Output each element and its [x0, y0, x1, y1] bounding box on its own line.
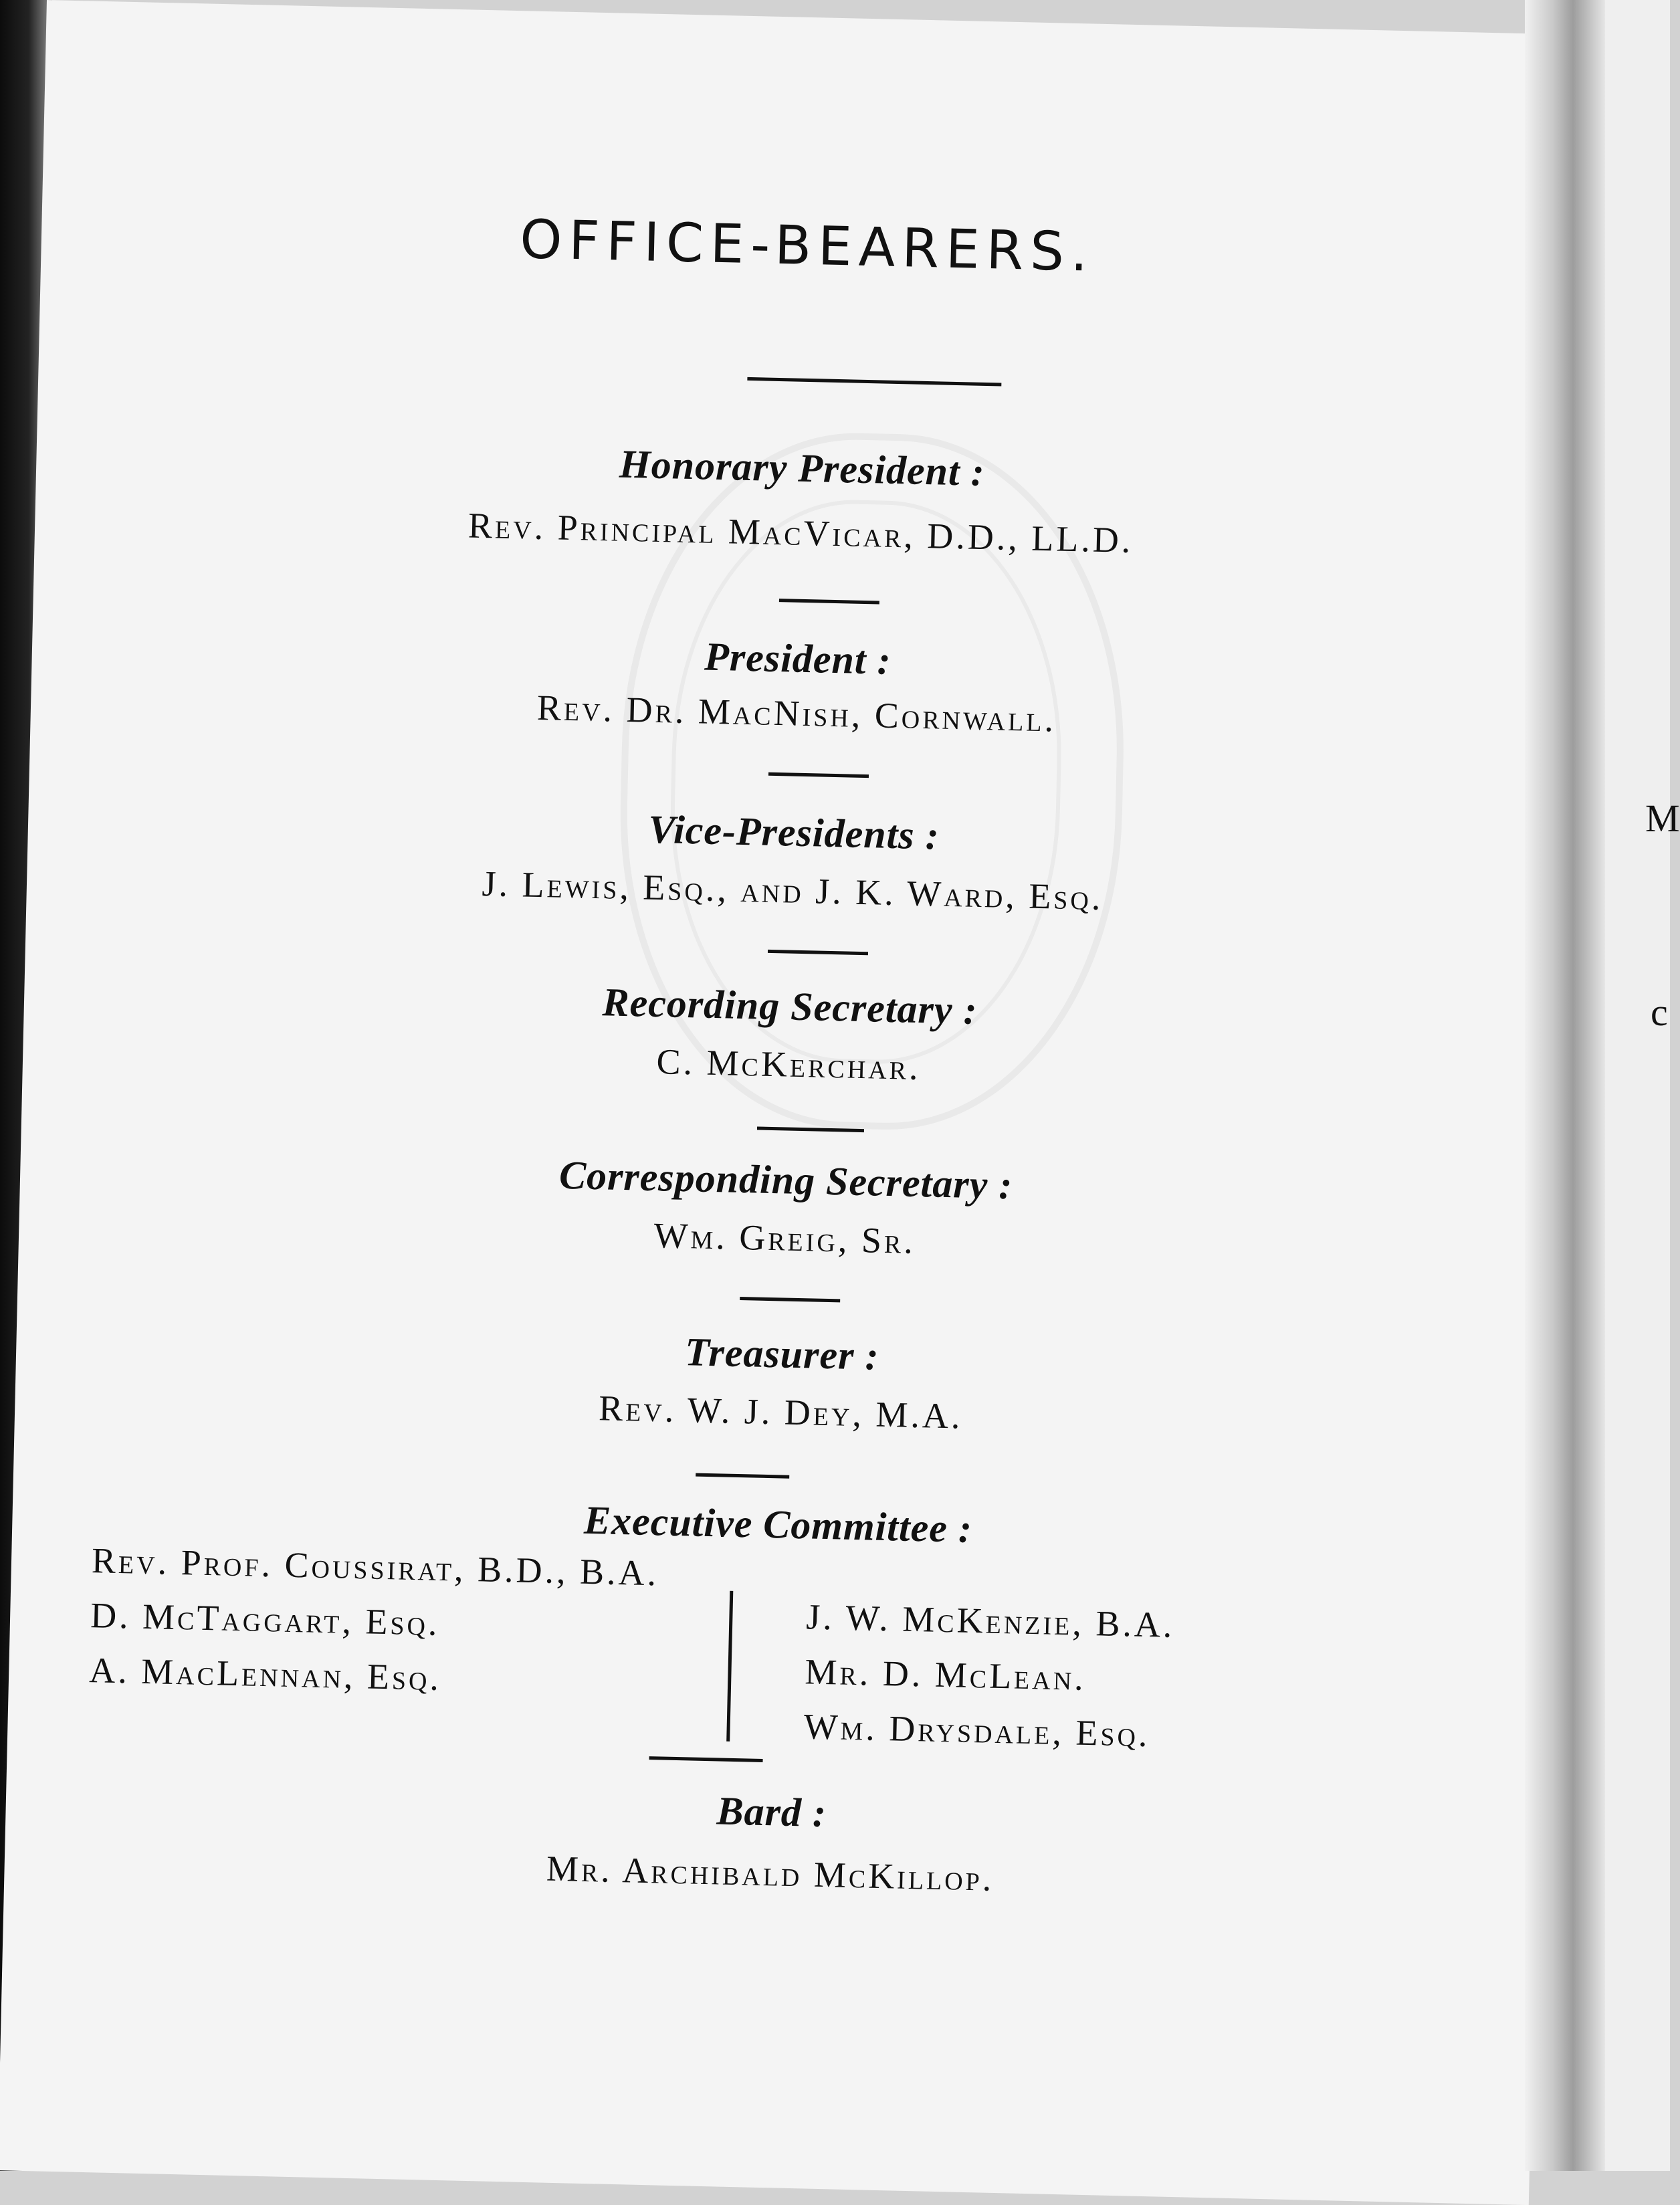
vice-presidents-heading: Vice-Presidents :: [647, 807, 940, 858]
next-page-fragment: c: [1651, 990, 1668, 1034]
committee-member: Rev. Prof. Coussirat, B.D., B.A.: [91, 1540, 659, 1594]
executive-committee-left-column: [88, 1533, 659, 1710]
section-rule: [740, 1297, 840, 1302]
section-rule: [649, 1756, 763, 1762]
corresponding-secretary-name: Wm. Greig, Sr.: [653, 1215, 916, 1261]
treasurer-heading: Treasurer :: [684, 1330, 880, 1378]
corresponding-secretary-heading: Corresponding Secretary :: [558, 1152, 1014, 1208]
recording-secretary-name: C. McKerchar.: [656, 1041, 922, 1088]
president-heading: President :: [704, 634, 892, 683]
page-fold-shadow: [1525, 0, 1605, 2171]
section-rule: [696, 1473, 789, 1479]
recording-secretary-heading: Recording Secretary :: [602, 980, 978, 1033]
committee-member: D. McTaggart, Esq.: [90, 1595, 441, 1643]
committee-member: Wm. Drysdale, Esq.: [803, 1706, 1151, 1755]
committee-member: Mr. D. McLean.: [804, 1651, 1087, 1698]
executive-committee-right-column: [803, 1589, 1176, 1762]
committee-member: J. W. McKenzie, B.A.: [805, 1596, 1176, 1645]
next-page-edge: [1605, 0, 1680, 2171]
treasurer-name: Rev. W. J. Dey, M.A.: [598, 1388, 964, 1437]
next-page-fragment: M: [1645, 797, 1680, 840]
committee-member: A. MacLennan, Esq.: [88, 1650, 442, 1699]
president-name: Rev. Dr. MacNish, Cornwall.: [536, 687, 1057, 740]
executive-committee-heading: Executive Committee :: [583, 1497, 973, 1551]
bard-heading: Bard :: [716, 1788, 827, 1836]
honorary-president-name: Rev. Principal MacVicar, D.D., LL.D.: [467, 505, 1134, 561]
honorary-president-heading: Honorary President :: [619, 441, 986, 494]
title-rule: [747, 377, 1001, 387]
bard-name: Mr. Archibald McKillop.: [546, 1848, 995, 1899]
column-divider: [726, 1591, 733, 1742]
vice-presidents-names: J. Lewis, Esq., and J. K. Ward, Esq.: [481, 863, 1104, 918]
page-title: OFFICE-BEARERS.: [519, 208, 1095, 284]
